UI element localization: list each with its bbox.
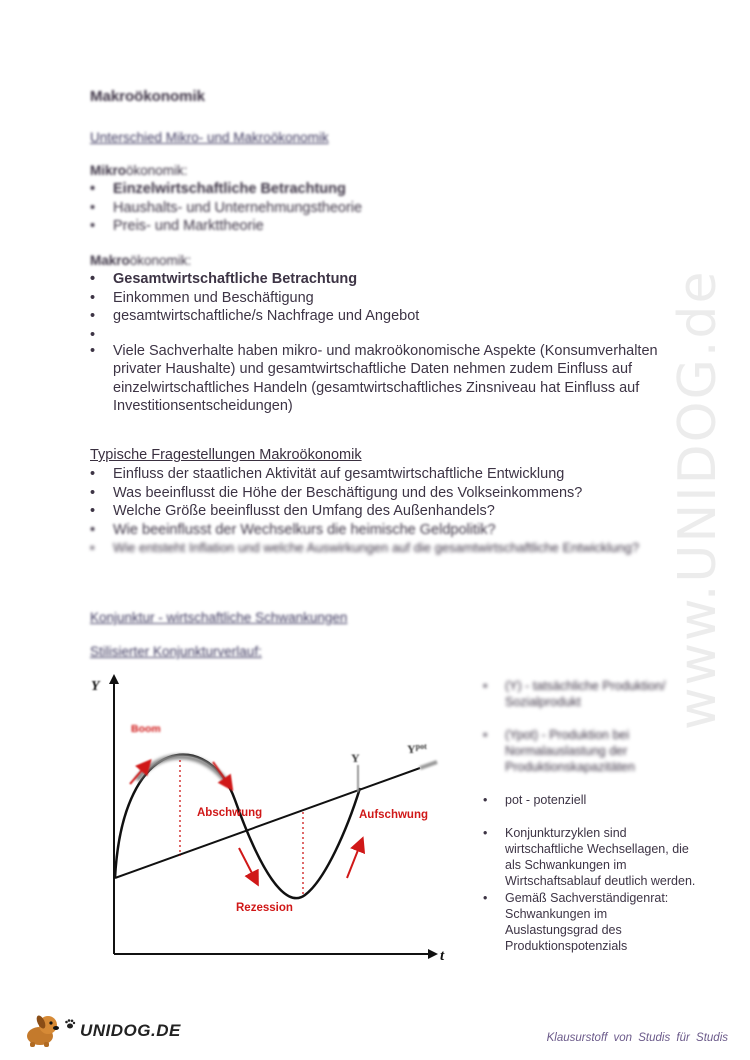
document-title: Makroökonomik: [90, 88, 206, 105]
abschwung-arrow-top: [213, 762, 231, 788]
makro-list: [90, 270, 670, 416]
list-item: • Haushalts- und Unternehmungstheorie: [90, 199, 670, 218]
footer-tagline: Klausurstoff von Studis für Studis: [546, 1032, 728, 1044]
list-item: • Welche Größe beeinflusst den Umfang des Außenhandels?: [90, 502, 670, 521]
list-item: • Einzelwirtschaftliche Betrachtung: [90, 180, 670, 199]
list-item: • Gesamtwirtschaftliche Betrachtung: [90, 270, 670, 289]
list-item: • Wie entsteht Inflation und welche Auswirkungen auf die gesamtwirtschaftliche Entwicklung?: [90, 539, 670, 558]
list-item: • Einfluss der staatlichen Aktivität auf gesamtwirtschaftliche Entwicklung: [90, 465, 670, 484]
marker-label: Y: [351, 751, 360, 765]
phase-label-abschwung: Abschwung: [197, 807, 263, 819]
abschwung-arrow: [239, 848, 257, 883]
phase-label-boom: Boom: [131, 723, 161, 735]
makro-label-bold: Makro: [90, 253, 130, 268]
list-item: • (Ypot) - Produktion bei Normalauslastung der Produktionskapazitäten: [483, 727, 703, 775]
phase-label-aufschwung: Aufschwung: [359, 809, 428, 821]
section-heading-difference: Unterschied Mikro- und Makroökonomik: [90, 130, 329, 145]
x-axis-label: t: [440, 948, 445, 964]
mikro-label-bold: Mikro: [90, 163, 127, 178]
x-axis-arrow: [428, 949, 438, 959]
side-notes: [483, 678, 703, 971]
trend-label: [407, 742, 427, 756]
trend-line-ext: [420, 762, 437, 768]
cycle-curve-top-shade: [137, 757, 225, 780]
footer-logo: [24, 1014, 181, 1048]
mikro-list: [90, 180, 670, 236]
cycle-curve: [115, 755, 360, 899]
list-item: • Gemäß Sachverständigenrat: Schwankungen im Auslastungsgrad des Produktionspotenzials: [483, 890, 703, 954]
watermark: www.UNIDOG.de: [668, 269, 728, 730]
y-axis-label: Y: [91, 679, 100, 694]
list-item: • Preis- und Markttheorie: [90, 217, 670, 236]
makro-label: [90, 253, 191, 268]
mikro-label: [90, 163, 188, 178]
y-axis-arrow: [109, 674, 119, 684]
list-spacer: [90, 326, 670, 342]
trend-label-sub: pot: [415, 742, 427, 751]
business-cycle-diagram: [85, 670, 465, 970]
makro-note: • Viele Sachverhalte haben mikro- und makroökonomische Aspekte (Konsumverhalten privater Haushalte) und gesamtwirtschaftliche Daten nehmen zudem Einfluss auf einzelwirtschaftliches Handeln (gesamtwirtschaftliches Zinsniveau hat Einfluss auf Investitionsentscheidungen): [90, 342, 670, 416]
makro-label-rest: ökonomik:: [129, 253, 192, 268]
paw-icon: [64, 1018, 76, 1030]
footer-brand: UNIDOG.DE: [80, 1021, 181, 1040]
mikro-label-rest: ökonomik:: [126, 163, 188, 178]
list-item: • Was beeinflusst die Höhe der Beschäftigung und des Volkseinkommens?: [90, 484, 670, 503]
list-item: • pot - potenziell: [483, 792, 703, 808]
trend-line: [115, 768, 420, 878]
section-subheading-stylized: Stilisierter Konjunkturverlauf:: [90, 644, 262, 659]
questions-list: [90, 465, 670, 558]
list-item: • Einkommen und Beschäftigung: [90, 289, 670, 308]
list-item: • gesamtwirtschaftliche/s Nachfrage und Angebot: [90, 307, 670, 326]
phase-label-rezession: Rezession: [236, 902, 293, 914]
aufschwung-arrow: [347, 840, 362, 878]
list-item: • Konjunkturzyklen sind wirtschaftliche Wechsellagen, die als Schwankungen im Wirtschaftsablauf deutlich werden.: [483, 825, 703, 889]
trend-label-main: Y: [407, 742, 416, 756]
section-heading-questions: Typische Fragestellungen Makroökonomik: [90, 447, 362, 463]
section-heading-konjunktur: Konjunktur - wirtschaftliche Schwankungen: [90, 610, 348, 625]
list-item: • (Y) - tatsächliche Produktion/ Sozialprodukt: [483, 678, 703, 710]
list-item: • Wie beeinflusst der Wechselkurs die heimische Geldpolitik?: [90, 521, 670, 540]
dog-icon: [24, 1014, 62, 1048]
